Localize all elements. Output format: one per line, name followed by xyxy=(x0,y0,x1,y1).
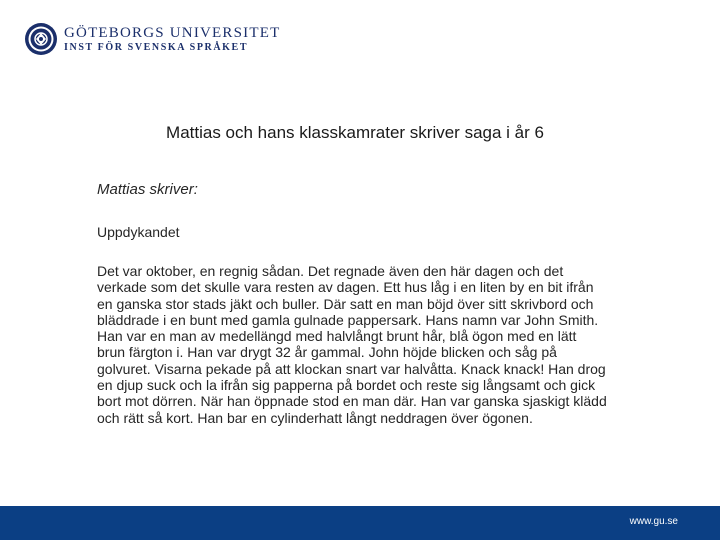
slide-title: Mattias och hans klasskamrater skriver saga i år 6 xyxy=(166,123,544,142)
institute-name: INST FÖR SVENSKA SPRÅKET xyxy=(64,41,249,53)
university-logo xyxy=(24,22,280,56)
author-suffix: skriver: xyxy=(145,181,198,198)
footer-bar xyxy=(0,506,720,540)
author-name: Mattias xyxy=(97,181,146,198)
university-seal-icon xyxy=(24,22,58,56)
university-name: GÖTEBORGS UNIVERSITET xyxy=(64,24,281,41)
university-wordmark xyxy=(64,25,280,54)
author-line xyxy=(97,181,198,198)
story-title: Uppdykandet xyxy=(97,224,180,240)
website-link[interactable]: www.gu.se xyxy=(629,516,678,527)
story-text: Det var oktober, en regnig sådan. Det regnade även den här dagen och det verkade som det skulle vara resten av dagen. Ett hus låg i en liten by en bit ifrån en ganska stor stads jäkt och buller. Där satt en man böjd över sitt skrivbord och bläddrade i en bunt med gamla gulnade pappersark. Hans namn var John Smith. Han var en man av medellängd med halvlångt brunt hår, blå ögon med en lätt brun färgton i. Han var drygt 32 år gammal. John höjde blicken och såg på golvuret. Visarna pekade på att klockan snart var halvåtta. Knack knack! Han drog en djup suck och la ifrån sig papperna på bordet och reste sig långsamt och gick bort mot dörren. När han öppnade stod en man där. Han var ganska sjaskigt klädd och rätt så kort. Han bar en cylinderhatt långt neddragen över ögonen. xyxy=(97,263,607,426)
